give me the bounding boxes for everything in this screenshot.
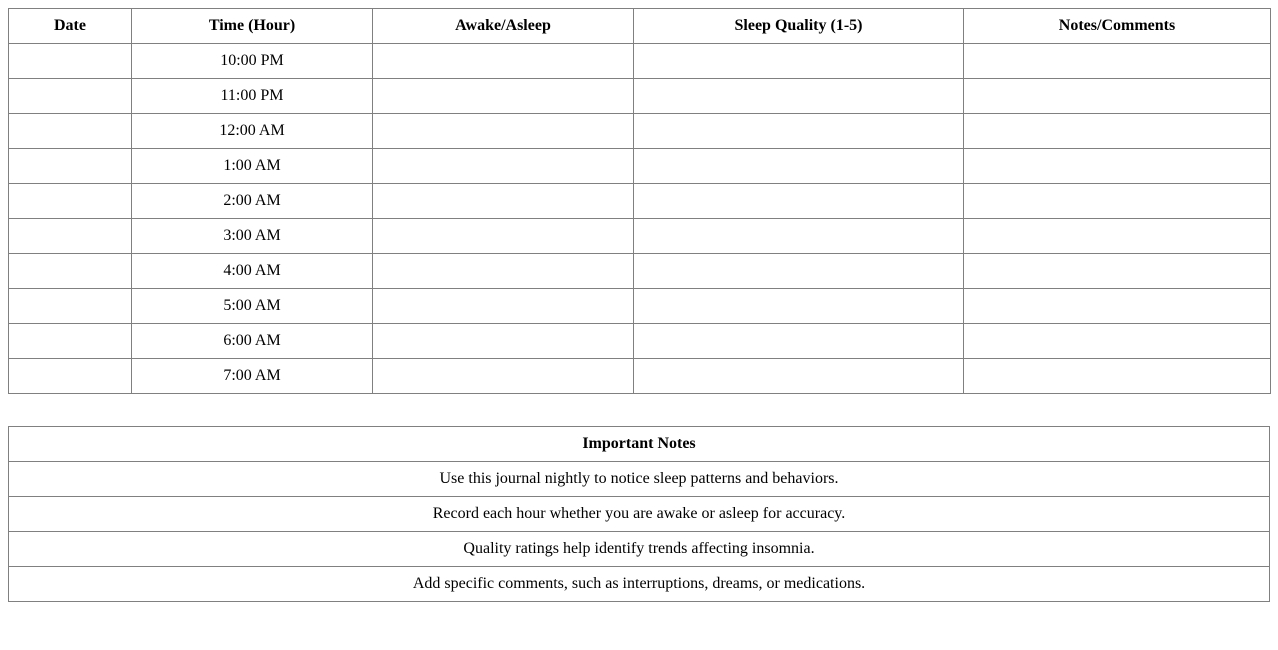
awake-asleep-cell[interactable] <box>373 289 634 324</box>
notes-cell[interactable] <box>964 44 1271 79</box>
awake-asleep-cell[interactable] <box>373 114 634 149</box>
table-row <box>9 44 1271 79</box>
awake-asleep-cell[interactable] <box>373 79 634 114</box>
header-date: Date <box>9 9 132 44</box>
sleep-quality-cell[interactable] <box>634 149 964 184</box>
sleep-quality-cell[interactable] <box>634 324 964 359</box>
awake-asleep-cell[interactable] <box>373 149 634 184</box>
notes-header-row <box>9 427 1270 462</box>
time-cell: 3:00 AM <box>132 219 373 254</box>
sleep-quality-cell[interactable] <box>634 359 964 394</box>
notes-table-body <box>9 462 1270 602</box>
awake-asleep-cell[interactable] <box>373 219 634 254</box>
sleep-quality-cell[interactable] <box>634 44 964 79</box>
awake-asleep-cell[interactable] <box>373 324 634 359</box>
notes-cell[interactable] <box>964 114 1271 149</box>
note-row <box>9 497 1270 532</box>
header-awake-asleep: Awake/Asleep <box>373 9 634 44</box>
notes-cell[interactable] <box>964 254 1271 289</box>
header-time: Time (Hour) <box>132 9 373 44</box>
date-cell[interactable] <box>9 254 132 289</box>
notes-cell[interactable] <box>964 79 1271 114</box>
sleep-quality-cell[interactable] <box>634 219 964 254</box>
note-text: Add specific comments, such as interruptions, dreams, or medications. <box>9 567 1270 602</box>
notes-cell[interactable] <box>964 324 1271 359</box>
sleep-log-table <box>8 8 1271 394</box>
time-cell: 12:00 AM <box>132 114 373 149</box>
table-row <box>9 289 1271 324</box>
notes-cell[interactable] <box>964 184 1271 219</box>
time-cell: 7:00 AM <box>132 359 373 394</box>
time-cell: 1:00 AM <box>132 149 373 184</box>
date-cell[interactable] <box>9 44 132 79</box>
note-row <box>9 462 1270 497</box>
sleep-quality-cell[interactable] <box>634 184 964 219</box>
awake-asleep-cell[interactable] <box>373 44 634 79</box>
header-notes: Notes/Comments <box>964 9 1271 44</box>
table-row <box>9 254 1271 289</box>
date-cell[interactable] <box>9 79 132 114</box>
time-cell: 6:00 AM <box>132 324 373 359</box>
sleep-quality-cell[interactable] <box>634 79 964 114</box>
header-row <box>9 9 1271 44</box>
awake-asleep-cell[interactable] <box>373 184 634 219</box>
sleep-quality-cell[interactable] <box>634 289 964 324</box>
note-text: Record each hour whether you are awake or asleep for accuracy. <box>9 497 1270 532</box>
note-text: Quality ratings help identify trends affecting insomnia. <box>9 532 1270 567</box>
date-cell[interactable] <box>9 114 132 149</box>
time-cell: 2:00 AM <box>132 184 373 219</box>
time-cell: 10:00 PM <box>132 44 373 79</box>
note-row <box>9 567 1270 602</box>
date-cell[interactable] <box>9 149 132 184</box>
notes-title: Important Notes <box>9 427 1270 462</box>
notes-cell[interactable] <box>964 359 1271 394</box>
table-row <box>9 149 1271 184</box>
log-table-body <box>9 44 1271 394</box>
notes-cell[interactable] <box>964 289 1271 324</box>
header-sleep-quality: Sleep Quality (1-5) <box>634 9 964 44</box>
date-cell[interactable] <box>9 359 132 394</box>
table-row <box>9 219 1271 254</box>
awake-asleep-cell[interactable] <box>373 359 634 394</box>
note-text: Use this journal nightly to notice sleep patterns and behaviors. <box>9 462 1270 497</box>
note-row <box>9 532 1270 567</box>
date-cell[interactable] <box>9 324 132 359</box>
time-cell: 11:00 PM <box>132 79 373 114</box>
important-notes-table <box>8 426 1270 602</box>
table-row <box>9 79 1271 114</box>
notes-cell[interactable] <box>964 149 1271 184</box>
table-row <box>9 114 1271 149</box>
table-row <box>9 184 1271 219</box>
time-cell: 4:00 AM <box>132 254 373 289</box>
table-row <box>9 359 1271 394</box>
sleep-quality-cell[interactable] <box>634 254 964 289</box>
table-row <box>9 324 1271 359</box>
notes-cell[interactable] <box>964 219 1271 254</box>
time-cell: 5:00 AM <box>132 289 373 324</box>
date-cell[interactable] <box>9 289 132 324</box>
date-cell[interactable] <box>9 219 132 254</box>
sleep-quality-cell[interactable] <box>634 114 964 149</box>
date-cell[interactable] <box>9 184 132 219</box>
awake-asleep-cell[interactable] <box>373 254 634 289</box>
